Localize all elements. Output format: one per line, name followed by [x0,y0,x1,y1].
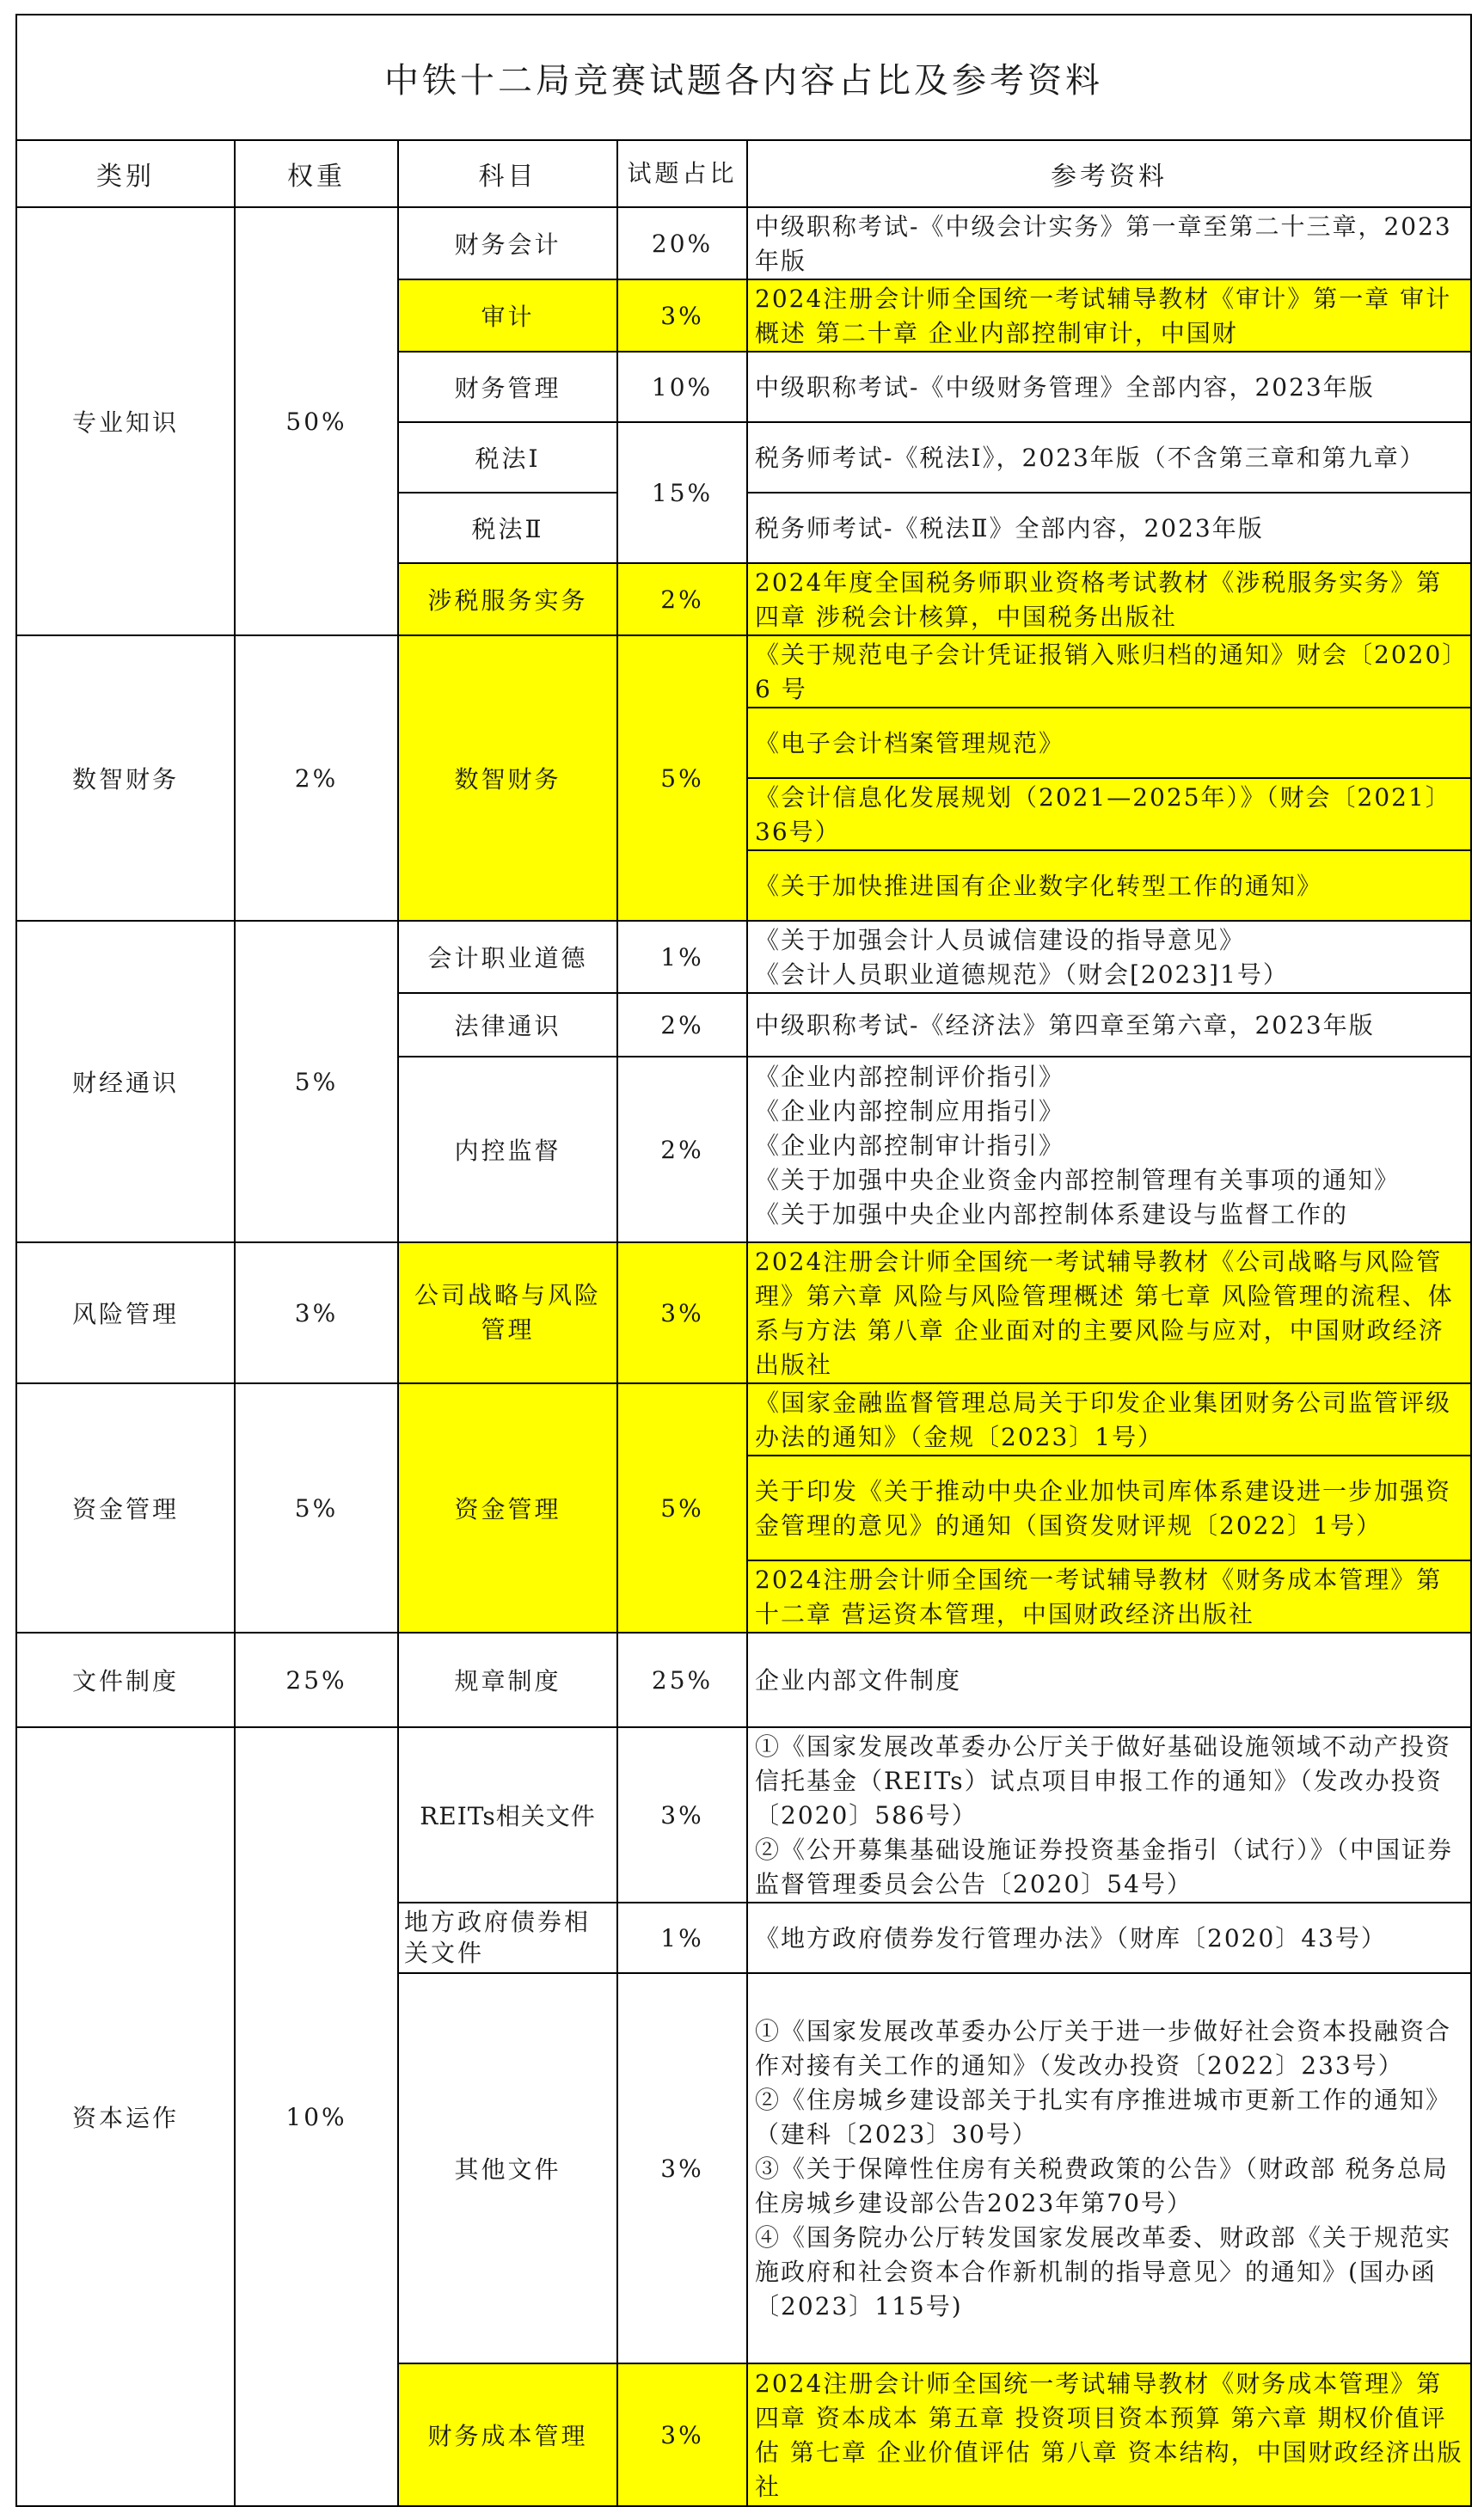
reference-cell: 《企业内部控制评价指引》 《企业内部控制应用指引》 《企业内部控制审计指引》 《关于加强中央企业资金内部控制管理有关事项的通知》 《关于加强中央企业内部控制体系建设与监督工作的 [747,1057,1471,1242]
subject-cell: 税法Ⅰ [398,422,617,493]
subject-cell: 会计职业道德 [398,921,617,993]
category-cell: 文件制度 [16,1633,235,1727]
weight-cell: 5% [235,1383,398,1633]
reference-cell: 《关于加快推进国有企业数字化转型工作的通知》 [747,850,1471,921]
subject-cell: 资金管理 [398,1383,617,1633]
ratio-cell: 3% [617,1242,747,1383]
weight-cell: 5% [235,921,398,1242]
reference-cell: ①《国家发展改革委办公厅关于做好基础设施领域不动产投资信托基金（REITs）试点项目申报工作的通知》（发改办投资〔2020〕586号） ②《公开募集基础设施证券投资基金指引（试行）》（中国证券监督管理委员会公告〔2020〕54号） [747,1727,1471,1903]
subject-cell: 财务会计 [398,207,617,279]
reference-cell: 《会计信息化发展规划（2021—2025年）》（财会〔2021〕36号） [747,778,1471,850]
ratio-cell: 2% [617,993,747,1057]
table-row [16,1383,1471,1456]
reference-cell: 《电子会计档案管理规范》 [747,708,1471,778]
subject-cell: 审计 [398,279,617,352]
category-cell: 资本运作 [16,1727,235,2506]
subject-cell: 规章制度 [398,1633,617,1727]
category-cell: 资金管理 [16,1383,235,1633]
ratio-cell: 25% [617,1633,747,1727]
reference-cell: 企业内部文件制度 [747,1633,1471,1727]
weight-cell: 2% [235,635,398,921]
reference-cell: 中级职称考试-《经济法》第四章至第六章，2023年版 [747,993,1471,1057]
table-row [16,1633,1471,1727]
weight-cell: 50% [235,207,398,635]
table-row [16,207,1471,279]
table-row [16,921,1471,993]
ratio-cell: 15% [617,422,747,563]
reference-cell: 2024注册会计师全国统一考试辅导教材《财务成本管理》第十二章 营运资本管理，中国财政经济出版社 [747,1560,1471,1633]
subject-cell: 内控监督 [398,1057,617,1242]
reference-cell: 《关于加强会计人员诚信建设的指导意见》 《会计人员职业道德规范》（财会[2023]1号） [747,921,1471,993]
reference-cell: 关于印发《关于推动中央企业加快司库体系建设进一步加强资金管理的意见》的通知（国资发财评规〔2022〕1号） [747,1456,1471,1560]
reference-cell: 2024年度全国税务师职业资格考试教材《涉税服务实务》第四章 涉税会计核算，中国税务出版社 [747,563,1471,635]
reference-cell: 中级职称考试-《中级会计实务》第一章至第二十三章，2023年版 [747,207,1471,279]
reference-cell: 中级职称考试-《中级财务管理》全部内容，2023年版 [747,352,1471,422]
table-row [16,635,1471,708]
header-reference: 参考资料 [747,140,1471,207]
subject-cell: 税法Ⅱ [398,493,617,563]
category-cell: 财经通识 [16,921,235,1242]
ratio-cell: 10% [617,352,747,422]
header-subject: 科目 [398,140,617,207]
ratio-cell: 1% [617,1903,747,1973]
reference-cell: ①《国家发展改革委办公厅关于进一步做好社会资本投融资合作对接有关工作的通知》（发改办投资〔2022〕233号） ②《住房城乡建设部关于扎实有序推进城市更新工作的通知》（建科〔2023〕30号） ③《关于保障性住房有关税费政策的公告》（财政部 税务总局 住房城乡建设部公告2023年第70号） ④《国务院办公厅转发国家发展改革委、财政部《关于规范实施政府和社会资本合作新机制的指导意见〉的通知》(国办函〔2023〕115号) [747,1973,1471,2363]
ratio-cell: 1% [617,921,747,993]
weight-cell: 25% [235,1633,398,1727]
table-row [16,1727,1471,1903]
ratio-cell: 2% [617,1057,747,1242]
reference-cell: 2024注册会计师全国统一考试辅导教材《财务成本管理》第四章 资本成本 第五章 投资项目资本预算 第六章 期权价值评估 第七章 企业价值评估 第八章 资本结构，中国财政经济出版社 [747,2363,1471,2506]
table-title: 中铁十二局竞赛试题各内容占比及参考资料 [16,15,1471,140]
subject-cell: 公司战略与风险管理 [398,1242,617,1383]
ratio-cell: 2% [617,563,747,635]
header-ratio: 试题占比 [617,140,747,207]
reference-cell: 税务师考试-《税法Ⅰ》，2023年版（不含第三章和第九章） [747,422,1471,493]
subject-cell: 法律通识 [398,993,617,1057]
subject-cell: REITs相关文件 [398,1727,617,1903]
ratio-cell: 5% [617,635,747,921]
table-row [16,1242,1471,1383]
subject-cell: 财务管理 [398,352,617,422]
ratio-cell: 3% [617,2363,747,2506]
header-weight: 权重 [235,140,398,207]
category-cell: 专业知识 [16,207,235,635]
reference-cell: 《关于规范电子会计凭证报销入账归档的通知》财会〔2020〕6 号 [747,635,1471,708]
ratio-cell: 20% [617,207,747,279]
reference-cell: 2024注册会计师全国统一考试辅导教材《公司战略与风险管理》第六章 风险与风险管理概述 第七章 风险管理的流程、体系与方法 第八章 企业面对的主要风险与应对，中国财政经济出版社 [747,1242,1471,1383]
reference-cell: 2024注册会计师全国统一考试辅导教材《审计》第一章 审计概述 第二十章 企业内部控制审计，中国财 [747,279,1471,352]
category-cell: 风险管理 [16,1242,235,1383]
header-category: 类别 [16,140,235,207]
subject-cell: 数智财务 [398,635,617,921]
reference-table-sheet [15,14,1470,2507]
reference-table [15,14,1472,2507]
subject-cell: 地方政府债券相关文件 [398,1903,617,1973]
ratio-cell: 3% [617,1973,747,2363]
ratio-cell: 5% [617,1383,747,1633]
subject-cell: 其他文件 [398,1973,617,2363]
ratio-cell: 3% [617,1727,747,1903]
weight-cell: 10% [235,1727,398,2506]
reference-cell: 《地方政府债券发行管理办法》（财库〔2020〕43号） [747,1903,1471,1973]
category-cell: 数智财务 [16,635,235,921]
reference-cell: 税务师考试-《税法Ⅱ》全部内容，2023年版 [747,493,1471,563]
subject-cell: 财务成本管理 [398,2363,617,2506]
header-row [16,140,1471,207]
subject-cell: 涉税服务实务 [398,563,617,635]
ratio-cell: 3% [617,279,747,352]
reference-cell: 《国家金融监督管理总局关于印发企业集团财务公司监管评级办法的通知》（金规〔2023〕1号） [747,1383,1471,1456]
weight-cell: 3% [235,1242,398,1383]
